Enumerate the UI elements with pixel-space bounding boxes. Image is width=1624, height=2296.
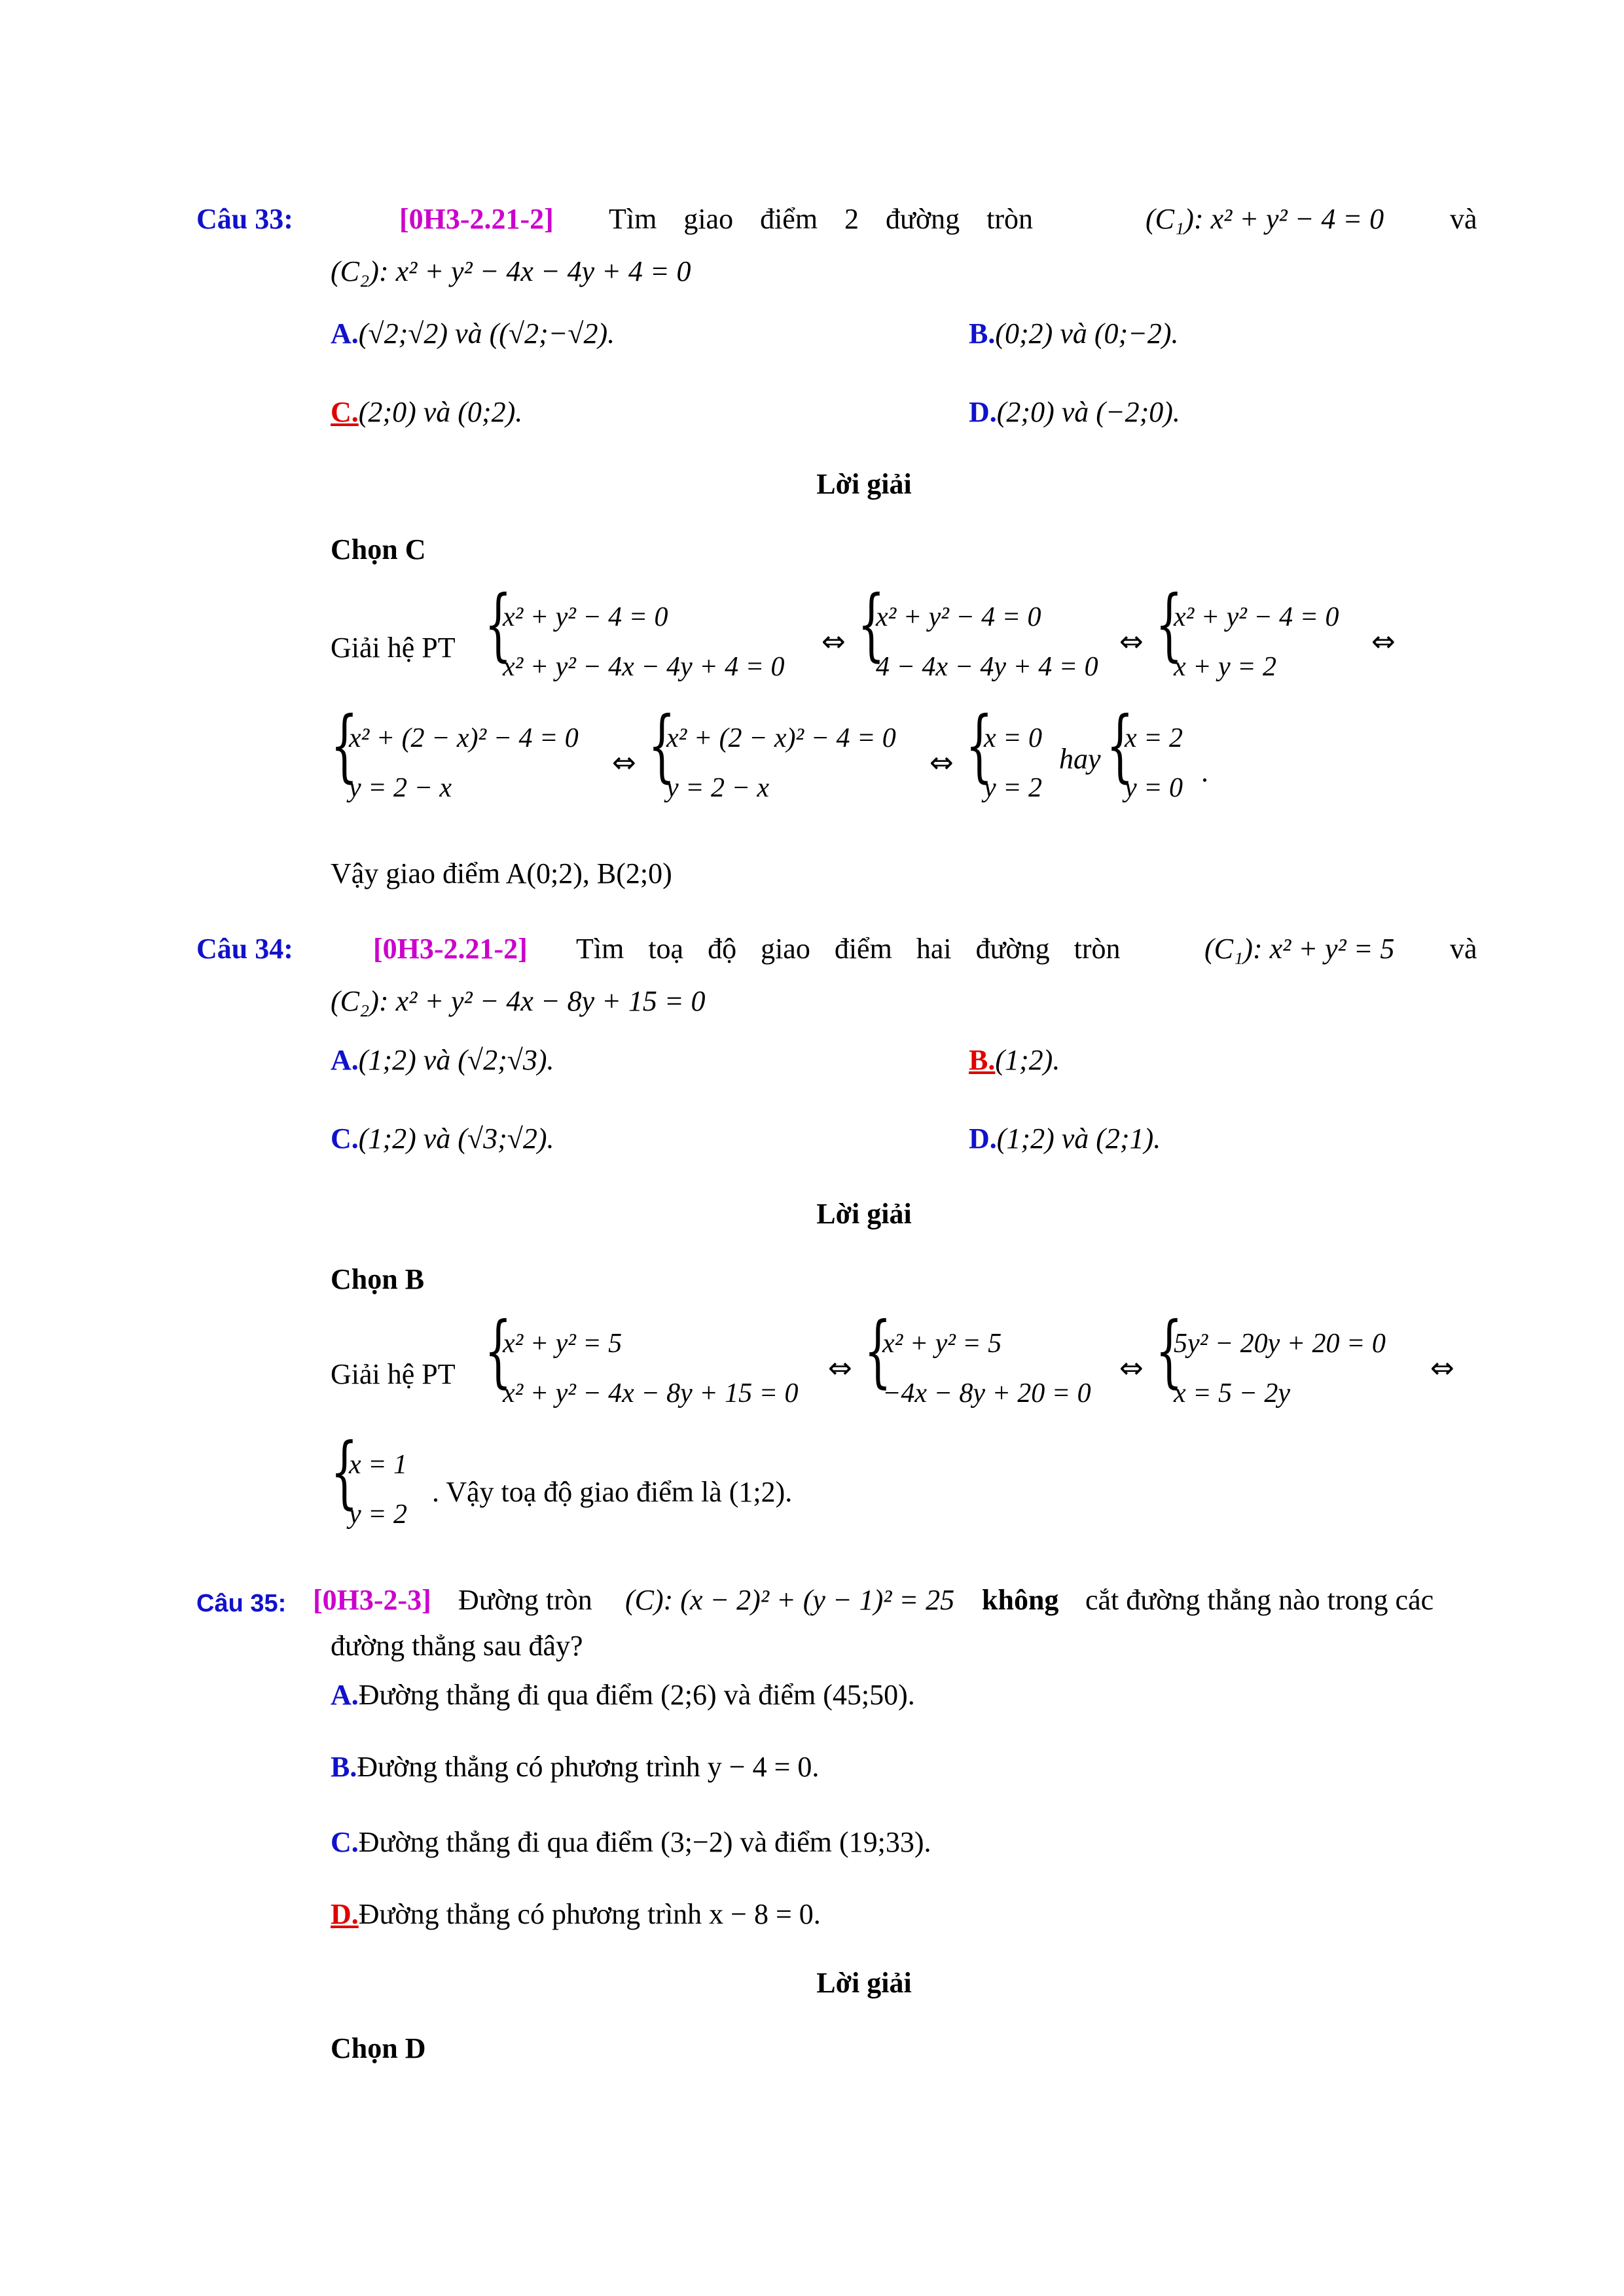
option-value: (2;0) và (0;2). bbox=[358, 396, 523, 428]
option-c bbox=[331, 1823, 931, 1862]
equation-line: x² + y² − 4 = 0 bbox=[876, 602, 1041, 632]
left-brace: { bbox=[484, 1306, 512, 1397]
equation-line: x + y = 2 bbox=[1174, 652, 1276, 682]
question-tag bbox=[313, 1581, 431, 1620]
left-brace: { bbox=[331, 700, 358, 791]
option-a bbox=[331, 1676, 915, 1715]
left-brace: { bbox=[1155, 579, 1183, 670]
iff-symbol: ⇔ bbox=[821, 625, 846, 658]
equation-line: x² + y² − 4x − 8y + 15 = 0 bbox=[503, 1378, 799, 1408]
period: . bbox=[1201, 756, 1208, 788]
question-33-header bbox=[196, 200, 293, 239]
tag-label: [0H3-2-3] bbox=[313, 1584, 431, 1616]
chosen-answer: Chọn D bbox=[331, 2032, 426, 2064]
option-letter: B. bbox=[331, 1751, 357, 1783]
left-brace: { bbox=[1155, 1306, 1183, 1397]
equation-line: x² + y² = 5 bbox=[882, 1329, 1002, 1359]
left-brace: { bbox=[965, 700, 993, 791]
option-letter-correct: C. bbox=[331, 396, 359, 428]
left-brace: { bbox=[648, 700, 676, 791]
iff-symbol: ⇔ bbox=[1119, 625, 1144, 658]
option-value: (√2;√2) và ((√2;−√2). bbox=[358, 317, 615, 350]
option-a bbox=[331, 314, 615, 353]
equation-line: 4 − 4x − 4y + 4 = 0 bbox=[876, 652, 1098, 682]
equation-line: y = 2 − x bbox=[349, 773, 452, 803]
option-value: Đường thẳng có phương trình x − 8 = 0. bbox=[358, 1898, 821, 1930]
iff-symbol: ⇔ bbox=[828, 1352, 852, 1385]
solve-label: Giải hệ PT bbox=[331, 1358, 456, 1390]
option-value: (1;2) và (√2;√3). bbox=[358, 1044, 554, 1076]
option-value: (1;2) và (2;1). bbox=[996, 1122, 1161, 1155]
equation-line: x = 1 bbox=[349, 1450, 407, 1480]
chosen-answer: Chọn C bbox=[331, 533, 426, 565]
option-value: Đường thẳng đi qua điểm (2;6) và điểm (45;50). bbox=[358, 1679, 915, 1711]
left-brace: { bbox=[864, 1306, 892, 1397]
option-value: (0;2) và (0;−2). bbox=[995, 317, 1179, 350]
keyword-not: không bbox=[982, 1584, 1059, 1616]
option-value: (1;2) và (√3;√2). bbox=[358, 1122, 554, 1155]
question-text: đường thẳng sau đây? bbox=[331, 1630, 583, 1662]
equation-line: x = 0 bbox=[984, 723, 1042, 753]
question-text: Đường tròn bbox=[458, 1584, 592, 1616]
iff-symbol: ⇔ bbox=[1119, 1352, 1144, 1385]
equation-line: x² + y² − 4 = 0 bbox=[503, 602, 668, 632]
iff-symbol: ⇔ bbox=[1430, 1352, 1454, 1385]
option-letter: C. bbox=[331, 1826, 359, 1858]
solution-title: Lời giải bbox=[816, 1198, 912, 1230]
iff-symbol: ⇔ bbox=[929, 746, 954, 780]
left-brace: { bbox=[331, 1427, 358, 1518]
question-35-header bbox=[196, 1583, 286, 1623]
equation-line: 5y² − 20y + 20 = 0 bbox=[1174, 1329, 1386, 1359]
question-tag bbox=[399, 200, 554, 239]
option-letter: D. bbox=[969, 396, 997, 428]
conclusion: . Vậy toạ độ giao điểm là (1;2). bbox=[432, 1476, 793, 1508]
option-letter: C. bbox=[331, 1122, 359, 1155]
left-brace: { bbox=[857, 579, 885, 670]
circle-c1-equation: (C₁): x² + y² − 4 = 0 bbox=[1146, 203, 1384, 235]
solve-label: Giải hệ PT bbox=[331, 632, 456, 664]
conjunction: và bbox=[1450, 933, 1477, 965]
option-a bbox=[331, 1041, 554, 1080]
option-letter: D. bbox=[969, 1122, 997, 1155]
iff-symbol: ⇔ bbox=[612, 746, 636, 780]
equation-line: y = 0 bbox=[1125, 773, 1183, 803]
equation-line: x² + y² = 5 bbox=[503, 1329, 623, 1359]
equation-line: x² + y² − 4 = 0 bbox=[1174, 602, 1339, 632]
conjunction: và bbox=[1450, 203, 1477, 235]
option-value: Đường thẳng có phương trình y − 4 = 0. bbox=[357, 1751, 820, 1783]
equation-line: −4x − 8y + 20 = 0 bbox=[882, 1378, 1091, 1408]
solution-title: Lời giải bbox=[816, 1967, 912, 1999]
option-letter-correct: D. bbox=[331, 1898, 359, 1930]
equation-line: x = 5 − 2y bbox=[1174, 1378, 1290, 1408]
option-d bbox=[969, 1119, 1161, 1158]
option-value: (2;0) và (−2;0). bbox=[996, 396, 1180, 428]
option-letter: A. bbox=[331, 1679, 359, 1711]
option-letter: A. bbox=[331, 1044, 359, 1076]
option-b bbox=[969, 314, 1179, 353]
equation-line: y = 2 bbox=[984, 773, 1042, 803]
iff-symbol: ⇔ bbox=[1371, 625, 1396, 658]
question-number: Câu 35: bbox=[196, 1590, 287, 1617]
circle-c1-equation: (C₁): x² + y² = 5 bbox=[1204, 933, 1395, 965]
equation-line: x² + (2 − x)² − 4 = 0 bbox=[349, 723, 579, 753]
solution-title: Lời giải bbox=[816, 468, 912, 500]
option-letter: A. bbox=[331, 317, 359, 350]
equation-line: y = 2 − x bbox=[666, 773, 769, 803]
option-letter: B. bbox=[969, 317, 996, 350]
option-d bbox=[969, 393, 1180, 432]
chosen-answer: Chọn B bbox=[331, 1263, 425, 1295]
equation-line: x = 2 bbox=[1125, 723, 1183, 753]
tag-label: [0H3-2.21-2] bbox=[373, 933, 528, 965]
circle-c2-equation: (C₂): x² + y² − 4x − 4y + 4 = 0 bbox=[331, 255, 691, 287]
tag-label: [0H3-2.21-2] bbox=[399, 203, 554, 235]
question-text: Tìm toạ độ giao điểm hai đường tròn bbox=[576, 933, 1121, 965]
equation-line: y = 2 bbox=[349, 1499, 407, 1530]
left-brace: { bbox=[484, 579, 512, 670]
or-word: hay bbox=[1059, 743, 1101, 775]
equation-line: x² + y² − 4x − 4y + 4 = 0 bbox=[503, 652, 785, 682]
question-text: cắt đường thẳng nào trong các bbox=[1085, 1584, 1434, 1616]
left-brace: { bbox=[1106, 700, 1134, 791]
circle-equation: (C): (x − 2)² + (y − 1)² = 25 bbox=[625, 1584, 955, 1616]
equation-line: x² + (2 − x)² − 4 = 0 bbox=[666, 723, 896, 753]
conclusion: Vậy giao điểm A(0;2), B(2;0) bbox=[331, 857, 672, 889]
option-b bbox=[969, 1041, 1060, 1080]
question-number: Câu 34: bbox=[196, 933, 293, 965]
option-letter-correct: B. bbox=[969, 1044, 996, 1076]
question-number: Câu 33: bbox=[196, 203, 293, 235]
option-value: Đường thẳng đi qua điểm (3;−2) và điểm (19;33). bbox=[358, 1826, 931, 1858]
question-text: Tìm giao điểm 2 đường tròn bbox=[609, 203, 1034, 235]
option-d bbox=[331, 1895, 821, 1934]
circle-c2-equation: (C₂): x² + y² − 4x − 8y + 15 = 0 bbox=[331, 985, 706, 1017]
option-c bbox=[331, 393, 522, 432]
question-34-header bbox=[196, 929, 293, 969]
option-b bbox=[331, 1748, 819, 1787]
option-c bbox=[331, 1119, 554, 1158]
question-tag bbox=[373, 929, 528, 969]
option-value: (1;2). bbox=[995, 1044, 1060, 1076]
